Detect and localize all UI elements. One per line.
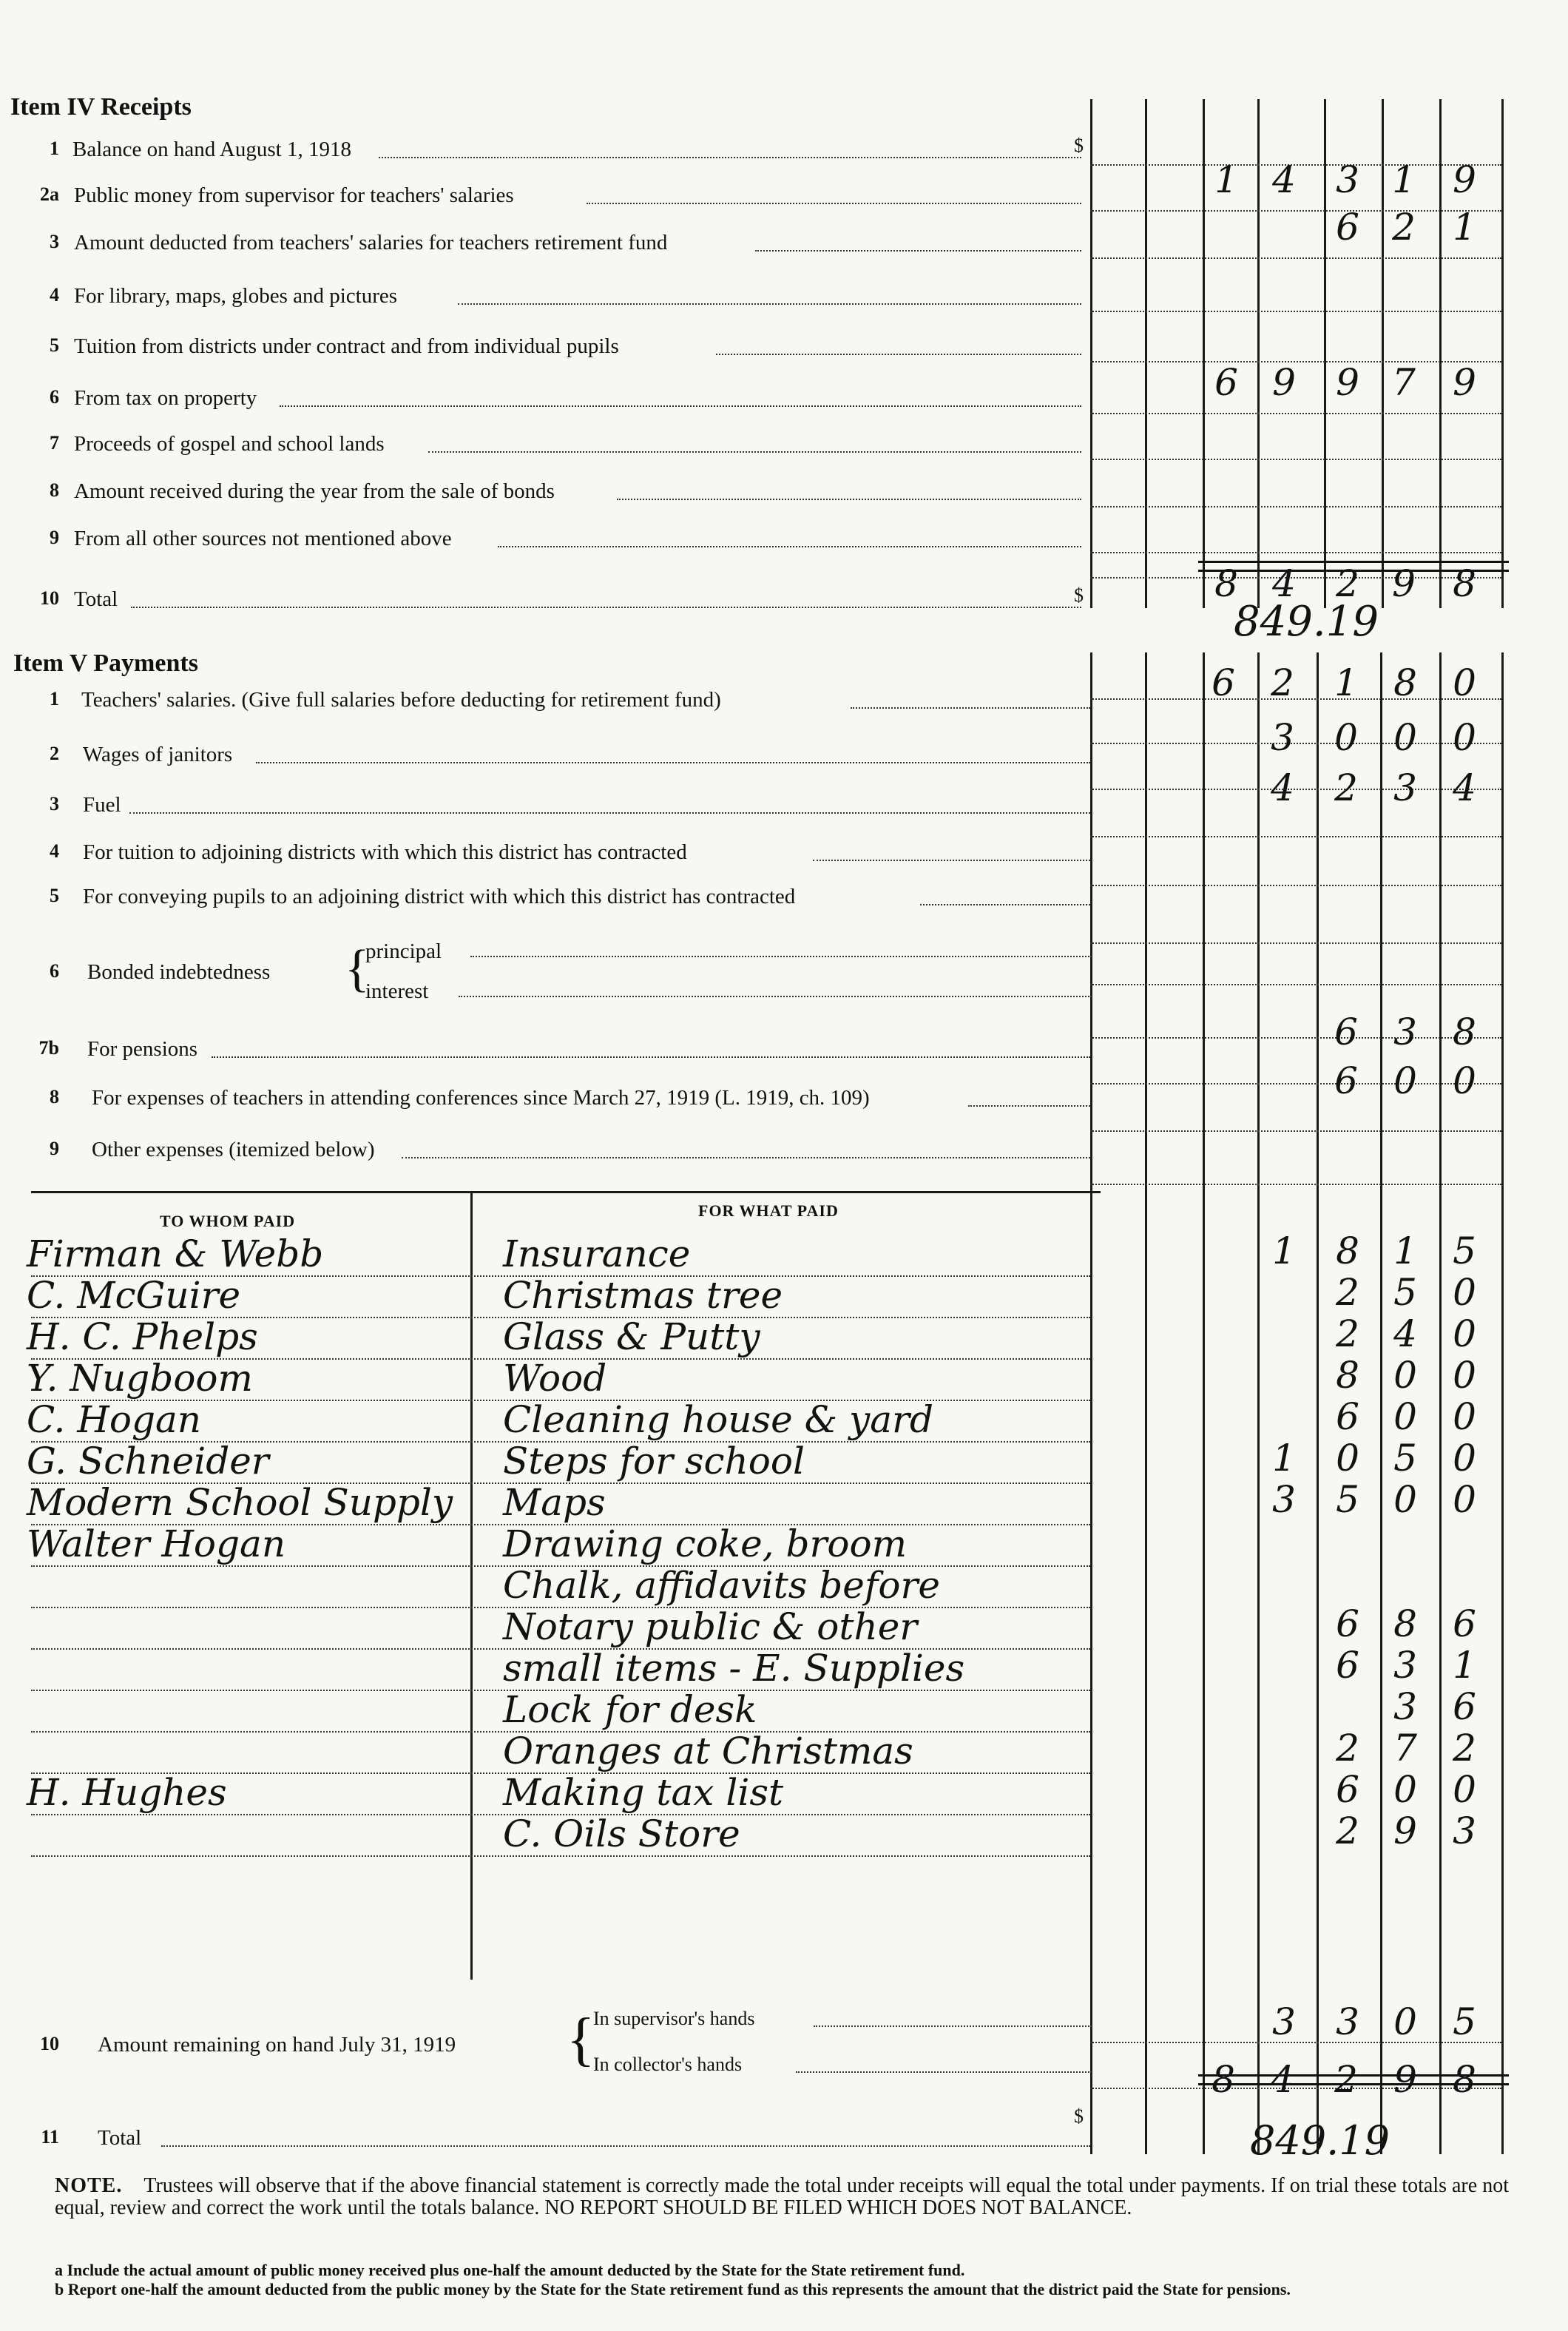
line-number: 5 [50,885,59,906]
handwritten-digit: 6 [1334,1011,1358,1053]
expense-row [0,1522,1568,1568]
handwritten-digit: 0 [1453,716,1476,759]
handwritten-digit: 6 [1336,1768,1359,1811]
handwritten-digit: 3 [1272,1478,1296,1521]
handwritten-digit: 0 [1453,1059,1476,1102]
to-whom-paid-header: TO WHOM PAID [160,1212,296,1230]
line-number: 4 [50,840,59,862]
payment-line [0,793,1095,826]
note [55,2175,1541,2219]
handwritten-digit: 9 [1392,562,1416,605]
handwritten-digit: 9 [1453,361,1476,404]
handwritten-digit: 0 [1393,1354,1417,1397]
handwritten-digit: 8 [1214,562,1238,605]
line-label: Fuel [83,793,121,817]
line-number: 2 [50,743,59,764]
handwritten-digit: 1 [1453,206,1476,249]
handwritten-digit: 3 [1336,158,1359,201]
note-head: NOTE. [55,2174,123,2197]
handwritten-digit: 2 [1334,766,1358,809]
receipt-line [0,284,1095,317]
paid-to: H. Hughes [27,1771,227,1814]
footnote-b: b Report one-half the amount deducted from the public money by the State for the State retirement fund as this represents the amount that the district paid the State for pensions. [55,2280,1291,2298]
handwritten-digit: 3 [1393,1644,1417,1687]
item-iv-title: Item IV Receipts [10,93,192,121]
line-label: Balance on hand August 1, 1918 [72,138,351,161]
handwritten-digit: 6 [1336,206,1359,249]
handwritten-digit: 4 [1272,158,1296,201]
line-label: Teachers' salaries. (Give full salaries before deducting for retirement fund) [81,688,721,712]
handwritten-digit: 9 [1336,361,1359,404]
paid-to: Y. Nugboom [27,1357,253,1400]
dollar-sign: $ [1074,135,1084,156]
line-label: Proceeds of gospel and school lands [74,432,385,456]
payment-line [0,1086,1095,1119]
handwritten-digit: 3 [1393,1685,1417,1728]
line-label: Amount remaining on hand July 31, 1919 [98,2033,456,2057]
handwritten-digit: 7 [1393,1727,1417,1770]
handwritten-digit: 3 [1393,1011,1417,1053]
handwritten-digit: 0 [1336,1437,1359,1480]
handwritten-digit: 6 [1212,661,1235,704]
handwritten-digit: 9 [1272,361,1296,404]
handwritten-digit: 6 [1336,1644,1359,1687]
handwritten-digit: 4 [1271,2058,1294,2101]
note-text: Trustees will observe that if the above financial statement is correctly made the total under receipts will equal the total under payments. If on trial these totals are not equal, review and correct the work until the totals balance. NO REPORT SHOULD BE FILED WHICH DOES NOT BALANCE. [55,2174,1509,2219]
receipt-line [0,231,1095,263]
handwritten-digit: 8 [1453,562,1476,605]
handwritten-digit: 3 [1453,1809,1476,1852]
paid-to: Firman & Webb [27,1232,324,1275]
line-label: Total [74,587,118,611]
line-label: For pensions [87,1037,198,1061]
line-number: 7 [50,432,59,453]
principal-label: principal [365,940,442,963]
paid-for: Chalk, affidavits before [503,1564,940,1607]
line-number: 5 [50,334,59,356]
payment-line [0,840,1095,873]
handwritten-digit: 0 [1393,2000,1417,2043]
line-label: Amount deducted from teachers' salaries for teachers retirement fund [74,231,668,254]
paid-to: C. McGuire [27,1274,241,1317]
handwritten-digit: 0 [1453,1768,1476,1811]
handwritten-digit: 6 [1214,361,1238,404]
paid-for: Maps [503,1481,606,1524]
handwritten-digit: 0 [1453,661,1476,704]
handwritten-digit: 8 [1336,1229,1359,1272]
handwritten-digit: 7 [1392,361,1416,404]
expenses-top-rule [31,1191,1101,1193]
line-label: From tax on property [74,386,257,410]
handwritten-digit: 0 [1334,716,1358,759]
handwritten-digit: 6 [1334,1059,1358,1102]
line-number: 4 [50,284,59,306]
paid-for: Christmas tree [503,1274,783,1317]
paid-for: Lock for desk [503,1688,757,1731]
line-label: Tuition from districts under contract and from individual pupils [74,334,619,358]
handwritten-digit: 4 [1393,1312,1417,1355]
handwritten-digit: 1 [1334,661,1358,704]
line-label: For library, maps, globes and pictures [74,284,398,308]
receipt-line [0,183,1095,216]
handwritten-digit: 2 [1336,1271,1359,1314]
line-label: Bonded indebtedness [87,960,271,984]
handwritten-digit: 6 [1336,1602,1359,1645]
payments-corrected-total: 849.19 [1250,2117,1390,2164]
handwritten-digit: 5 [1393,1437,1417,1480]
handwritten-digit: 4 [1271,766,1294,809]
paid-for: Steps for school [503,1440,805,1482]
handwritten-digit: 2 [1336,1312,1359,1355]
handwritten-digit: 2 [1334,2058,1358,2101]
line-label: Wages of janitors [83,743,233,766]
line-number: 2a [40,183,59,205]
paid-for: Making tax list [503,1771,784,1814]
handwritten-digit: 2 [1392,206,1416,249]
receipt-line [0,386,1095,419]
paid-for: Insurance [503,1232,691,1275]
line-number: 3 [50,231,59,252]
brace: { [345,940,370,997]
line-label: For tuition to adjoining districts with which this district has contracted [83,840,687,864]
paid-for: Cleaning house & yard [503,1398,933,1441]
handwritten-digit: 1 [1272,1229,1296,1272]
paid-to: C. Hogan [27,1398,201,1441]
handwritten-digit: 3 [1393,766,1417,809]
handwritten-digit: 0 [1393,1395,1417,1438]
handwritten-digit: 1 [1392,158,1416,201]
handwritten-digit: 0 [1453,1354,1476,1397]
handwritten-digit: 2 [1336,562,1359,605]
handwritten-digit: 0 [1393,716,1417,759]
handwritten-digit: 0 [1453,1312,1476,1355]
paid-to: H. C. Phelps [27,1315,258,1358]
handwritten-digit: 6 [1453,1602,1476,1645]
line-number: 9 [50,527,59,548]
supervisor-hands-label: In supervisor's hands [593,2008,755,2029]
handwritten-digit: 9 [1393,1809,1417,1852]
handwritten-digit: 8 [1453,2058,1476,2101]
footnote-a: a Include the actual amount of public money received plus one-half the amount deducted by the State for the State retirement fund. [55,2261,965,2279]
handwritten-digit: 2 [1453,1727,1476,1770]
amount-remaining [0,2003,1095,2085]
paid-for: Drawing coke, broom [503,1522,907,1565]
handwritten-digit: 5 [1393,1271,1417,1314]
for-what-paid-header: FOR WHAT PAID [698,1201,839,1220]
dollar-sign: $ [1074,584,1084,606]
handwritten-digit: 1 [1393,1229,1417,1272]
line-number: 1 [50,688,59,709]
paid-for: Wood [503,1357,607,1400]
line-label: Public money from supervisor for teachers' salaries [74,183,514,207]
handwritten-digit: 0 [1453,1478,1476,1521]
line-label: From all other sources not mentioned above [74,527,452,550]
paid-to: Walter Hogan [27,1522,286,1565]
payments-total [0,2126,1095,2159]
handwritten-digit: 0 [1393,1478,1417,1521]
handwritten-digit: 2 [1336,1809,1359,1852]
handwritten-digit: 0 [1453,1395,1476,1438]
handwritten-digit: 0 [1453,1437,1476,1480]
handwritten-digit: 5 [1453,2000,1476,2043]
line-number: 1 [50,138,59,159]
line-label: Total [98,2126,142,2150]
handwritten-digit: 8 [1393,1602,1417,1645]
handwritten-digit: 0 [1453,1271,1476,1314]
paid-to: Modern School Supply [27,1481,453,1524]
handwritten-digit: 5 [1453,1229,1476,1272]
payment-line [0,688,1095,721]
handwritten-digit: 2 [1271,661,1294,704]
total-strike [1198,2083,1509,2085]
line-number: 11 [41,2126,59,2148]
handwritten-digit: 9 [1453,158,1476,201]
handwritten-digit: 6 [1453,1685,1476,1728]
handwritten-digit: 6 [1336,1395,1359,1438]
payment-line [0,743,1095,775]
handwritten-digit: 4 [1272,562,1296,605]
line-number: 10 [40,587,59,609]
handwritten-digit: 1 [1272,1437,1296,1480]
handwritten-digit: 2 [1336,1727,1359,1770]
handwritten-digit: 9 [1393,2058,1417,2101]
receipt-line [0,527,1095,559]
line-label: For expenses of teachers in attending conferences since March 27, 1919 (L. 1919, ch. 109) [92,1086,870,1110]
line-number: 8 [50,479,59,501]
total-strike [1198,570,1509,572]
line-label: Amount received during the year from the sale of bonds [74,479,555,503]
handwritten-digit: 8 [1453,1011,1476,1053]
receipt-line [0,479,1095,512]
item-v-title: Item V Payments [13,650,198,677]
handwritten-digit: 4 [1453,766,1476,809]
dollar-sign: $ [1074,2105,1084,2127]
line-label: Other expenses (itemized below) [92,1138,375,1161]
line-number: 10 [40,2033,59,2054]
handwritten-digit: 8 [1212,2058,1235,2101]
handwritten-digit: 0 [1393,1059,1417,1102]
collector-hands-label: In collector's hands [593,2054,743,2075]
line-number: 7b [38,1037,59,1059]
line-label: For conveying pupils to an adjoining district with which this district has contracted [83,885,796,908]
handwritten-digit: 3 [1271,716,1294,759]
handwritten-digit: 3 [1336,2000,1359,2043]
paid-for: Glass & Putty [503,1315,760,1358]
handwritten-digit: 3 [1272,2000,1296,2043]
payment-line [0,1037,1095,1070]
handwritten-digit: 5 [1336,1478,1359,1521]
handwritten-digit: 1 [1453,1644,1476,1687]
line-number: 8 [50,1086,59,1107]
line-number: 9 [50,1138,59,1159]
line-number: 6 [50,386,59,408]
receipt-line [0,587,1095,620]
line-number: 6 [50,960,59,982]
brace: { [567,2007,595,2072]
receipt-line [0,432,1095,465]
receipt-line [0,334,1095,367]
handwritten-digit: 0 [1393,1768,1417,1811]
paid-to: G. Schneider [27,1440,269,1482]
handwritten-digit: 8 [1393,661,1417,704]
paid-for: C. Oils Store [503,1812,740,1855]
payment-line [0,1138,1095,1170]
handwritten-digit: 1 [1214,158,1238,201]
receipts-corrected-total: 849.19 [1234,598,1379,646]
total-strike [1198,561,1509,563]
paid-for: small items - E. Supplies [503,1647,965,1690]
bonded-indebtedness [0,940,1095,1006]
handwritten-digit: 8 [1336,1354,1359,1397]
paid-for: Oranges at Christmas [503,1730,913,1772]
paid-for: Notary public & other [503,1605,918,1648]
interest-label: interest [365,979,429,1003]
total-strike [1198,2074,1509,2077]
line-number: 3 [50,793,59,814]
receipt-line [0,138,1095,170]
payment-line [0,885,1095,917]
